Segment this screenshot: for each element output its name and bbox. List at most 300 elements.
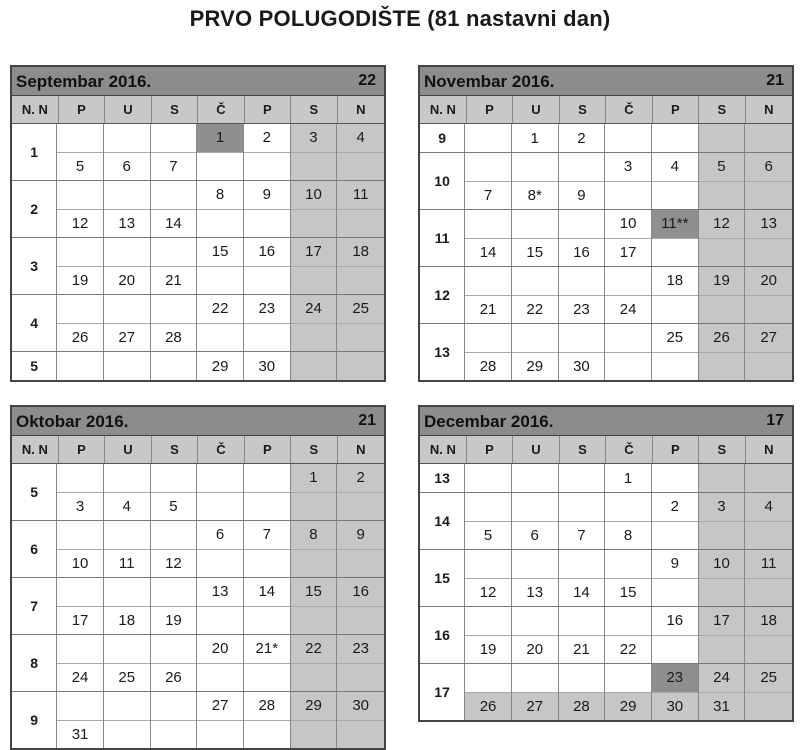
week-number: 1: [12, 124, 57, 180]
day-cell: 18: [666, 272, 684, 290]
week-row: [420, 324, 792, 380]
empty-day-cell: [512, 153, 558, 181]
day-cell: 19: [151, 606, 197, 635]
weekday-header: S: [291, 436, 337, 463]
empty-day-cell: [151, 464, 197, 492]
week-number: 3: [12, 238, 57, 294]
empty-day-cell: [559, 550, 605, 578]
weekday-header: S: [560, 96, 606, 123]
empty-day-cell: [337, 323, 384, 352]
day-cell: 13: [104, 209, 150, 238]
day-cell: 2: [577, 129, 586, 147]
day-cell: 14: [559, 578, 605, 607]
day-cell: 7: [262, 526, 271, 544]
day-cell: 26: [151, 663, 197, 692]
empty-day-cell: [699, 181, 745, 210]
day-cell: 10: [699, 550, 745, 578]
empty-day-cell: [291, 266, 337, 295]
empty-day-cell: [605, 550, 651, 578]
weekday-header: P: [467, 96, 513, 123]
day-cell: 16: [666, 612, 684, 630]
empty-day-cell: [57, 464, 103, 492]
day-cell: 10: [57, 549, 103, 578]
empty-day-cell: [104, 124, 150, 152]
week-number-header: N. N: [12, 96, 59, 123]
week-number: 8: [12, 635, 57, 691]
empty-day-cell: [244, 152, 290, 181]
day-cell: 28: [465, 352, 511, 381]
empty-day-cell: [151, 352, 197, 380]
week-number: 5: [12, 352, 57, 380]
empty-day-cell: [652, 578, 698, 607]
empty-day-cell: [104, 238, 150, 266]
empty-day-cell: [104, 635, 150, 663]
week-number: 14: [420, 493, 465, 549]
weekday-header: U: [513, 436, 559, 463]
day-cell: 8: [215, 186, 225, 204]
weekday-header: S: [152, 436, 198, 463]
day-cell: 21: [151, 266, 197, 295]
empty-day-cell: [605, 607, 651, 635]
empty-day-cell: [291, 606, 337, 635]
weekday-header: N: [764, 442, 774, 457]
week-number: 5: [12, 464, 57, 520]
day-cell: 27: [512, 692, 558, 721]
day-cell: 2: [670, 498, 679, 516]
empty-day-cell: [465, 210, 511, 238]
empty-day-cell: [104, 295, 150, 323]
day-cell: 27: [211, 697, 229, 715]
week-number: 9: [12, 692, 57, 748]
month-header: [420, 407, 792, 436]
week-row: [420, 664, 792, 720]
day-cell: 12: [465, 578, 511, 607]
week-number: 17: [420, 664, 465, 720]
empty-day-cell: [104, 692, 150, 720]
day-cell: 6: [745, 153, 792, 181]
day-cell: 8*: [512, 181, 558, 210]
day-cell: 9: [337, 521, 384, 549]
week-row: [12, 295, 384, 352]
empty-day-cell: [745, 124, 792, 152]
weekday-header-row: [12, 96, 384, 124]
day-cell: 28: [559, 692, 605, 721]
empty-day-cell: [151, 635, 197, 663]
empty-day-cell: [465, 153, 511, 181]
day-cell: 17: [291, 238, 337, 266]
week-row: [420, 550, 792, 607]
week-row: [12, 692, 384, 748]
day-cell: 7: [465, 181, 511, 210]
empty-day-cell: [337, 720, 384, 749]
day-cell: 27: [104, 323, 150, 352]
empty-day-cell: [197, 663, 243, 692]
day-cell: 5: [465, 521, 511, 550]
day-cell: 4: [670, 158, 679, 176]
empty-day-cell: [465, 550, 511, 578]
weekday-header: S: [560, 436, 606, 463]
day-cell: 24: [291, 295, 337, 323]
empty-day-cell: [151, 578, 197, 606]
day-cell: 5: [57, 152, 103, 181]
empty-day-cell: [244, 464, 290, 492]
empty-day-cell: [699, 464, 745, 492]
week-row: [12, 238, 384, 295]
weekday-header: P: [245, 436, 291, 463]
empty-day-cell: [559, 664, 605, 692]
empty-day-cell: [559, 153, 605, 181]
weekday-header: Č: [198, 96, 244, 123]
empty-day-cell: [699, 521, 745, 550]
week-number: 13: [420, 324, 465, 380]
week-row: [420, 124, 792, 153]
empty-day-cell: [652, 295, 698, 324]
empty-day-cell: [244, 720, 290, 749]
calendar-september: [10, 65, 386, 382]
empty-day-cell: [699, 352, 745, 381]
day-cell: 25: [745, 664, 792, 692]
week-row: [12, 635, 384, 692]
empty-day-cell: [699, 238, 745, 267]
empty-day-cell: [699, 295, 745, 324]
week-number: 13: [420, 464, 465, 492]
day-cell: 26: [699, 324, 745, 352]
day-cell: 9: [262, 186, 271, 204]
empty-day-cell: [291, 492, 337, 521]
empty-day-cell: [337, 663, 384, 692]
day-cell: 30: [559, 352, 605, 381]
weekday-header: S: [699, 436, 745, 463]
empty-day-cell: [652, 181, 698, 210]
weekday-header-row: [12, 436, 384, 464]
empty-day-cell: [652, 635, 698, 664]
day-cell: 17: [699, 607, 745, 635]
empty-day-cell: [652, 464, 698, 492]
empty-day-cell: [745, 352, 792, 381]
empty-day-cell: [197, 209, 243, 238]
weekday-header: U: [513, 96, 559, 123]
day-cell: 17: [605, 238, 651, 267]
empty-day-cell: [745, 238, 792, 267]
weekday-header: S: [291, 96, 337, 123]
empty-day-cell: [197, 492, 243, 521]
weekday-header: P: [653, 96, 699, 123]
week-row: [12, 578, 384, 635]
day-cell: 31: [699, 692, 745, 721]
empty-day-cell: [57, 578, 103, 606]
day-cell: 15: [512, 238, 558, 267]
day-cell: 19: [57, 266, 103, 295]
weekday-header: Č: [606, 436, 652, 463]
empty-day-cell: [291, 720, 337, 749]
week-number: 2: [12, 181, 57, 237]
empty-day-cell: [512, 267, 558, 295]
day-cell: 29: [211, 357, 229, 375]
week-number: 15: [420, 550, 465, 606]
empty-day-cell: [745, 635, 792, 664]
empty-day-cell: [652, 124, 698, 152]
empty-day-cell: [197, 152, 243, 181]
calendar-november: [418, 65, 794, 382]
empty-day-cell: [745, 295, 792, 324]
weekday-header: U: [105, 96, 151, 123]
day-cell: 11**: [652, 210, 698, 238]
week-row: [12, 464, 384, 521]
empty-day-cell: [244, 606, 290, 635]
month-name: Septembar 2016.: [16, 72, 152, 91]
empty-day-cell: [337, 606, 384, 635]
empty-day-cell: [244, 549, 290, 578]
day-cell: 30: [652, 692, 698, 721]
day-cell: 29: [291, 692, 337, 720]
day-cell: 28: [258, 697, 276, 715]
day-cell: 7: [151, 152, 197, 181]
empty-day-cell: [104, 578, 150, 606]
day-cell: 1: [530, 129, 539, 147]
day-cell: 12: [57, 209, 103, 238]
day-cell: 20: [745, 267, 792, 295]
day-cell: 7: [559, 521, 605, 550]
empty-day-cell: [512, 493, 558, 521]
week-row: [12, 352, 384, 380]
empty-day-cell: [151, 124, 197, 152]
empty-day-cell: [291, 352, 337, 380]
day-cell: 3: [291, 124, 337, 152]
empty-day-cell: [197, 266, 243, 295]
day-cell: 15: [605, 578, 651, 607]
empty-day-cell: [57, 295, 103, 323]
empty-day-cell: [699, 124, 745, 152]
empty-day-cell: [104, 352, 150, 380]
empty-day-cell: [57, 521, 103, 549]
empty-day-cell: [465, 464, 511, 492]
weekday-header: S: [152, 96, 198, 123]
empty-day-cell: [197, 549, 243, 578]
empty-day-cell: [512, 607, 558, 635]
teaching-days-count: 22: [358, 72, 376, 89]
month-name: Decembar 2016.: [424, 412, 554, 431]
empty-day-cell: [197, 606, 243, 635]
day-cell: 22: [605, 635, 651, 664]
empty-day-cell: [151, 692, 197, 720]
empty-day-cell: [57, 352, 103, 380]
empty-day-cell: [337, 152, 384, 181]
weekday-header: P: [467, 436, 513, 463]
day-cell: 23: [258, 300, 276, 318]
empty-day-cell: [465, 664, 511, 692]
empty-day-cell: [57, 238, 103, 266]
calendar-october: [10, 405, 386, 750]
week-number: 6: [12, 521, 57, 577]
empty-day-cell: [512, 664, 558, 692]
day-cell: 24: [605, 295, 651, 324]
empty-day-cell: [745, 578, 792, 607]
day-cell: 21: [559, 635, 605, 664]
teaching-days-count: 17: [766, 412, 784, 429]
day-cell: 4: [104, 492, 150, 521]
empty-day-cell: [605, 352, 651, 381]
week-number: 7: [12, 578, 57, 634]
day-cell: 20: [104, 266, 150, 295]
empty-day-cell: [605, 664, 651, 692]
day-cell: 25: [666, 329, 684, 347]
empty-day-cell: [197, 464, 243, 492]
empty-day-cell: [104, 464, 150, 492]
empty-day-cell: [337, 266, 384, 295]
calendar-december: [418, 405, 794, 722]
day-cell: 11: [745, 550, 792, 578]
weekday-header: N: [764, 102, 774, 117]
empty-day-cell: [151, 521, 197, 549]
day-cell: 3: [623, 158, 633, 176]
week-row: [420, 493, 792, 550]
day-cell: 18: [745, 607, 792, 635]
empty-day-cell: [559, 464, 605, 492]
day-cell: 27: [745, 324, 792, 352]
day-cell: 1: [623, 469, 633, 487]
week-row: [12, 124, 384, 181]
day-cell: 22: [211, 300, 229, 318]
day-cell: 30: [337, 692, 384, 720]
weekday-header: N: [356, 442, 366, 457]
day-cell: 30: [258, 357, 276, 375]
empty-day-cell: [151, 181, 197, 209]
empty-day-cell: [465, 324, 511, 352]
empty-day-cell: [605, 124, 651, 152]
empty-day-cell: [605, 324, 651, 352]
day-cell: 4: [745, 493, 792, 521]
day-cell: 13: [745, 210, 792, 238]
empty-day-cell: [512, 324, 558, 352]
empty-day-cell: [652, 352, 698, 381]
day-cell: 29: [512, 352, 558, 381]
empty-day-cell: [745, 181, 792, 210]
day-cell: 6: [512, 521, 558, 550]
day-cell: 31: [57, 720, 103, 749]
day-cell: 2: [262, 129, 271, 147]
week-number: 4: [12, 295, 57, 351]
empty-day-cell: [745, 464, 792, 492]
day-cell: 14: [258, 583, 276, 601]
empty-day-cell: [652, 521, 698, 550]
empty-day-cell: [605, 493, 651, 521]
day-cell: 24: [57, 663, 103, 692]
day-cell: 29: [605, 692, 651, 721]
day-cell: 22: [512, 295, 558, 324]
day-cell: 5: [699, 153, 745, 181]
day-cell: 11: [337, 181, 384, 209]
week-number-header: N. N: [420, 436, 467, 463]
day-cell: 4: [337, 124, 384, 152]
empty-day-cell: [151, 238, 197, 266]
day-cell: 5: [151, 492, 197, 521]
day-cell: 20: [512, 635, 558, 664]
day-cell: 18: [337, 238, 384, 266]
day-cell: 26: [465, 692, 511, 721]
day-cell: 15: [291, 578, 337, 606]
weekday-header: P: [59, 96, 105, 123]
day-cell: 13: [211, 583, 229, 601]
day-cell: 3: [57, 492, 103, 521]
day-cell: 17: [57, 606, 103, 635]
month-header: [12, 67, 384, 96]
day-cell: 18: [104, 606, 150, 635]
empty-day-cell: [291, 323, 337, 352]
empty-day-cell: [512, 464, 558, 492]
empty-day-cell: [559, 324, 605, 352]
day-cell: 21: [465, 295, 511, 324]
empty-day-cell: [337, 549, 384, 578]
empty-day-cell: [244, 323, 290, 352]
day-cell: 16: [559, 238, 605, 267]
day-cell: 23: [337, 635, 384, 663]
day-cell: 9: [559, 181, 605, 210]
empty-day-cell: [291, 549, 337, 578]
day-cell: 13: [512, 578, 558, 607]
month-name: Novembar 2016.: [424, 72, 555, 91]
empty-day-cell: [652, 238, 698, 267]
empty-day-cell: [465, 607, 511, 635]
empty-day-cell: [745, 521, 792, 550]
empty-day-cell: [605, 267, 651, 295]
day-cell: 3: [699, 493, 745, 521]
day-cell: 24: [699, 664, 745, 692]
empty-day-cell: [465, 124, 511, 152]
empty-day-cell: [197, 720, 243, 749]
empty-day-cell: [244, 663, 290, 692]
weekday-header: P: [245, 96, 291, 123]
empty-day-cell: [244, 492, 290, 521]
day-cell: 10: [291, 181, 337, 209]
empty-day-cell: [605, 181, 651, 210]
empty-day-cell: [291, 152, 337, 181]
empty-day-cell: [57, 124, 103, 152]
day-cell: 10: [619, 215, 637, 233]
empty-day-cell: [57, 635, 103, 663]
day-cell: 2: [337, 464, 384, 492]
day-cell: 26: [57, 323, 103, 352]
page-title: PRVO POLUGODIŠTE (81 nastavni dan): [189, 6, 611, 31]
day-cell: 12: [699, 210, 745, 238]
weekday-header: U: [105, 436, 151, 463]
weekday-header: P: [59, 436, 105, 463]
empty-day-cell: [559, 607, 605, 635]
empty-day-cell: [57, 692, 103, 720]
week-row: [420, 153, 792, 210]
weekday-header: S: [699, 96, 745, 123]
week-number-header: N. N: [420, 96, 467, 123]
empty-day-cell: [291, 209, 337, 238]
weekday-header: Č: [606, 96, 652, 123]
week-row: [12, 181, 384, 238]
empty-day-cell: [465, 267, 511, 295]
day-cell: 23: [652, 664, 698, 692]
week-row: [420, 267, 792, 324]
day-cell: 11: [104, 549, 150, 578]
weekday-header: P: [653, 436, 699, 463]
day-cell: 9: [670, 555, 679, 573]
week-number: 11: [420, 210, 465, 266]
day-cell: 20: [211, 640, 229, 658]
week-number-header: N. N: [12, 436, 59, 463]
week-row: [420, 464, 792, 493]
day-cell: 14: [151, 209, 197, 238]
day-cell: 22: [291, 635, 337, 663]
day-cell: 15: [211, 243, 229, 261]
day-cell: 25: [104, 663, 150, 692]
day-cell: 23: [559, 295, 605, 324]
week-number: 9: [420, 124, 465, 152]
